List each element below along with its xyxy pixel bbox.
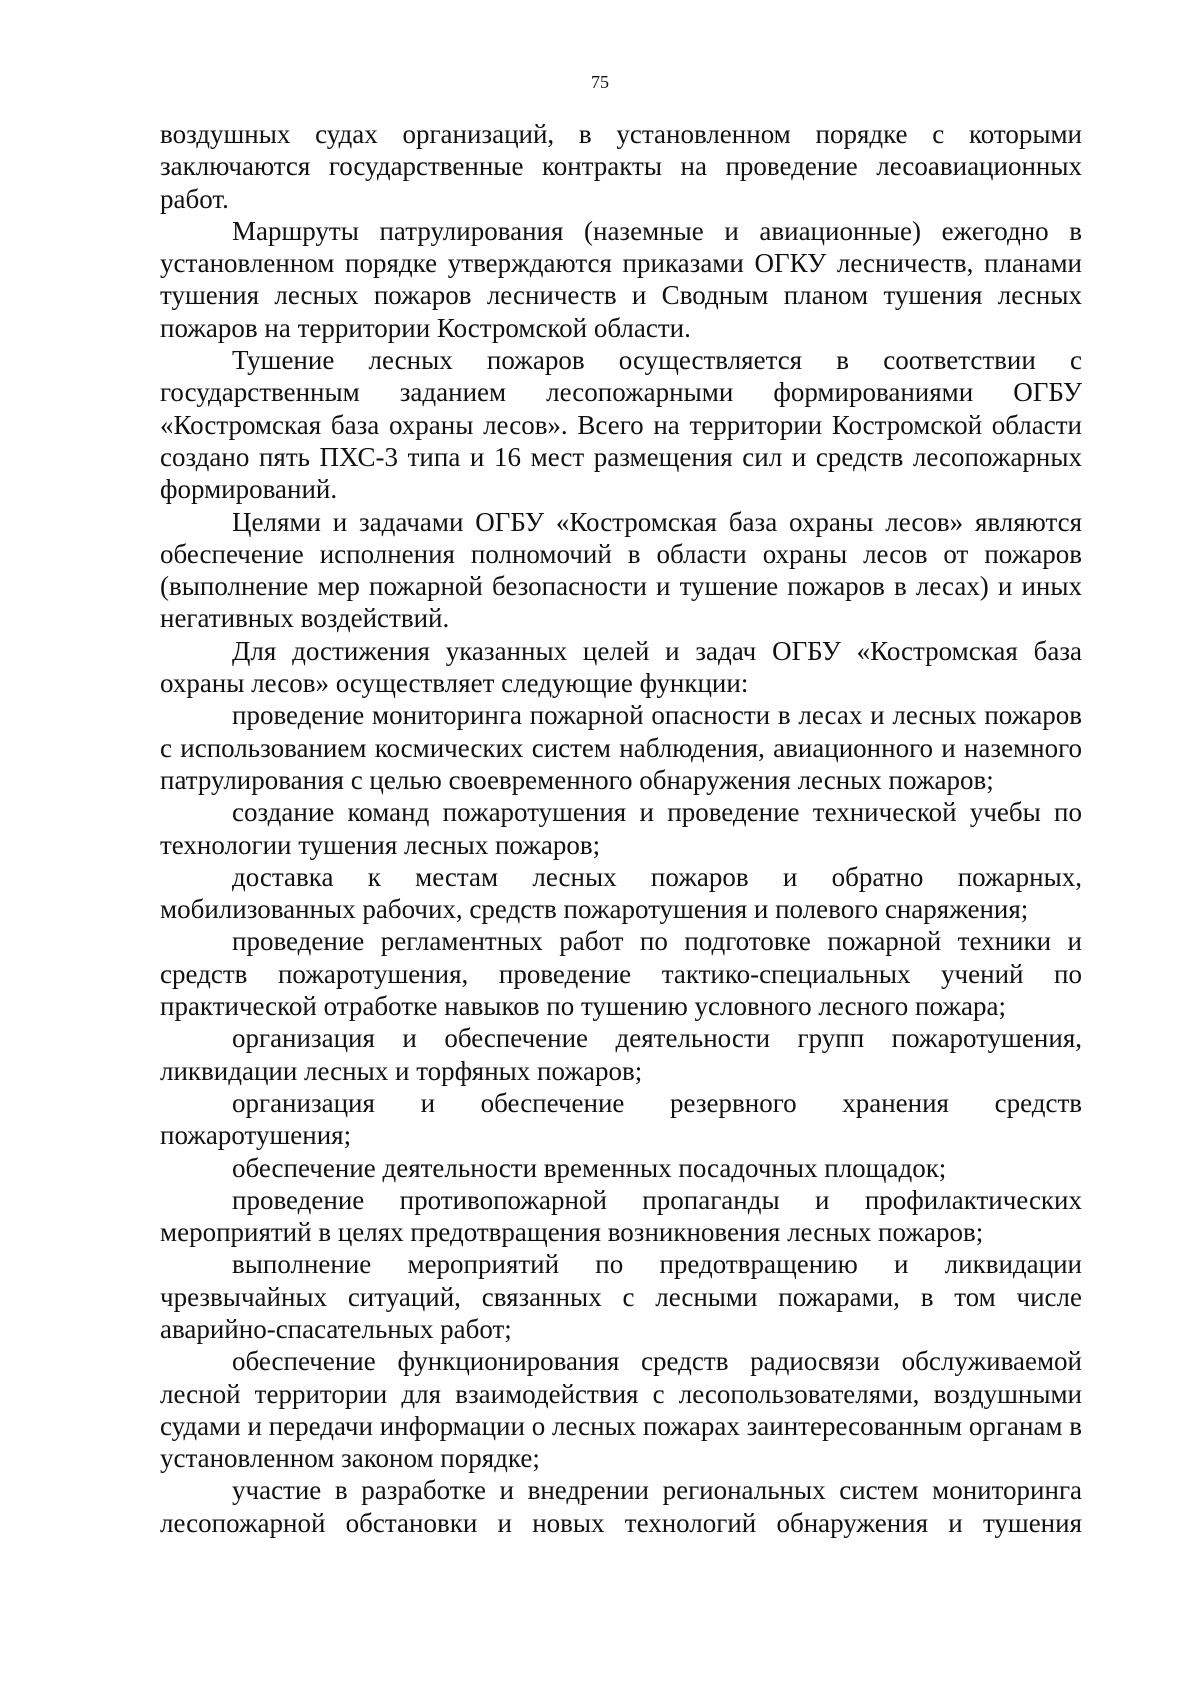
list-item: проведение противопожарной пропаганды и профилактических мероприятий в целях предотвращения возникновения лесных пожаров; [160,1184,1082,1248]
paragraph-functions-intro: Для достижения указанных целей и задач ОГБУ «Костромская база охраны лесов» осуществляет следующие функции: [160,635,1082,699]
list-item: организация и обеспечение резервного хранения средств пожаротушения; [160,1087,1082,1151]
paragraph-patrol-routes: Маршруты патрулирования (наземные и авиационные) ежегодно в установленном порядке утверждаются приказами ОГКУ лесничеств, планами тушения лесных пожаров лесничеств и Сводным планом тушения лесных пожаров на территории Костромской области. [160,215,1082,343]
list-item: обеспечение функционирования средств радиосвязи обслуживаемой лесной территории для взаимодействия с лесопользователями, воздушными судами и передачи информации о лесных пожарах заинтересованным органам в установленном законом порядке; [160,1346,1082,1474]
list-item: проведение регламентных работ по подготовке пожарной техники и средств пожаротушения, проведение тактико-специальных учений по практической отработке навыков по тушению условного лесного пожара; [160,926,1082,1022]
list-item: участие в разработке и внедрении региональных систем мониторинга лесопожарной обстановки и новых технологий обнаружения и тушения [160,1475,1082,1538]
list-item: проведение мониторинга пожарной опасности в лесах и лесных пожаров с использованием космических систем наблюдения, авиационного и наземного патрулирования с целью своевременного обнаружения лесных пожаров; [160,700,1082,795]
paragraph-fire-suppression: Тушение лесных пожаров осуществляется в соответствии с государственным заданием лесопожарными формированиями ОГБУ «Костромская база охраны лесов». Всего на территории Костромской области создано пять ПХС-3 типа и 16 мест размещения сил и средств лесопожарных формирований. [160,345,1082,505]
list-item: обеспечение деятельности временных посадочных площадок; [232,1152,947,1183]
list-item: создание команд пожаротушения и проведение технической учебы по технологии тушения лесных пожаров; [160,797,1082,860]
paragraph-goals: Целями и задачами ОГБУ «Костромская база охраны лесов» являются обеспечение исполнения полномочий в области охраны лесов от пожаров (выполнение мер пожарной безопасности и тушение пожаров в лесах) и иных негативных воздействий. [160,506,1082,634]
paragraph-continuation: воздушных судах организаций, в установленном порядке с которыми заключаются государственные контракты на проведение лесоавиационных работ. [160,119,1082,214]
list-item: выполнение мероприятий по предотвращению и ликвидации чрезвычайных ситуаций, связанных с лесными пожарами, в том числе аварийно-спасательных работ; [160,1249,1082,1344]
document-body [160,118,1082,1539]
list-item: доставка к местам лесных пожаров и обратно пожарных, мобилизованных рабочих, средств пожаротушения и полевого снаряжения; [160,861,1082,925]
list-item: организация и обеспечение деятельности групп пожаротушения, ликвидации лесных и торфяных пожаров; [160,1023,1082,1086]
page-number: 75 [591,72,609,92]
